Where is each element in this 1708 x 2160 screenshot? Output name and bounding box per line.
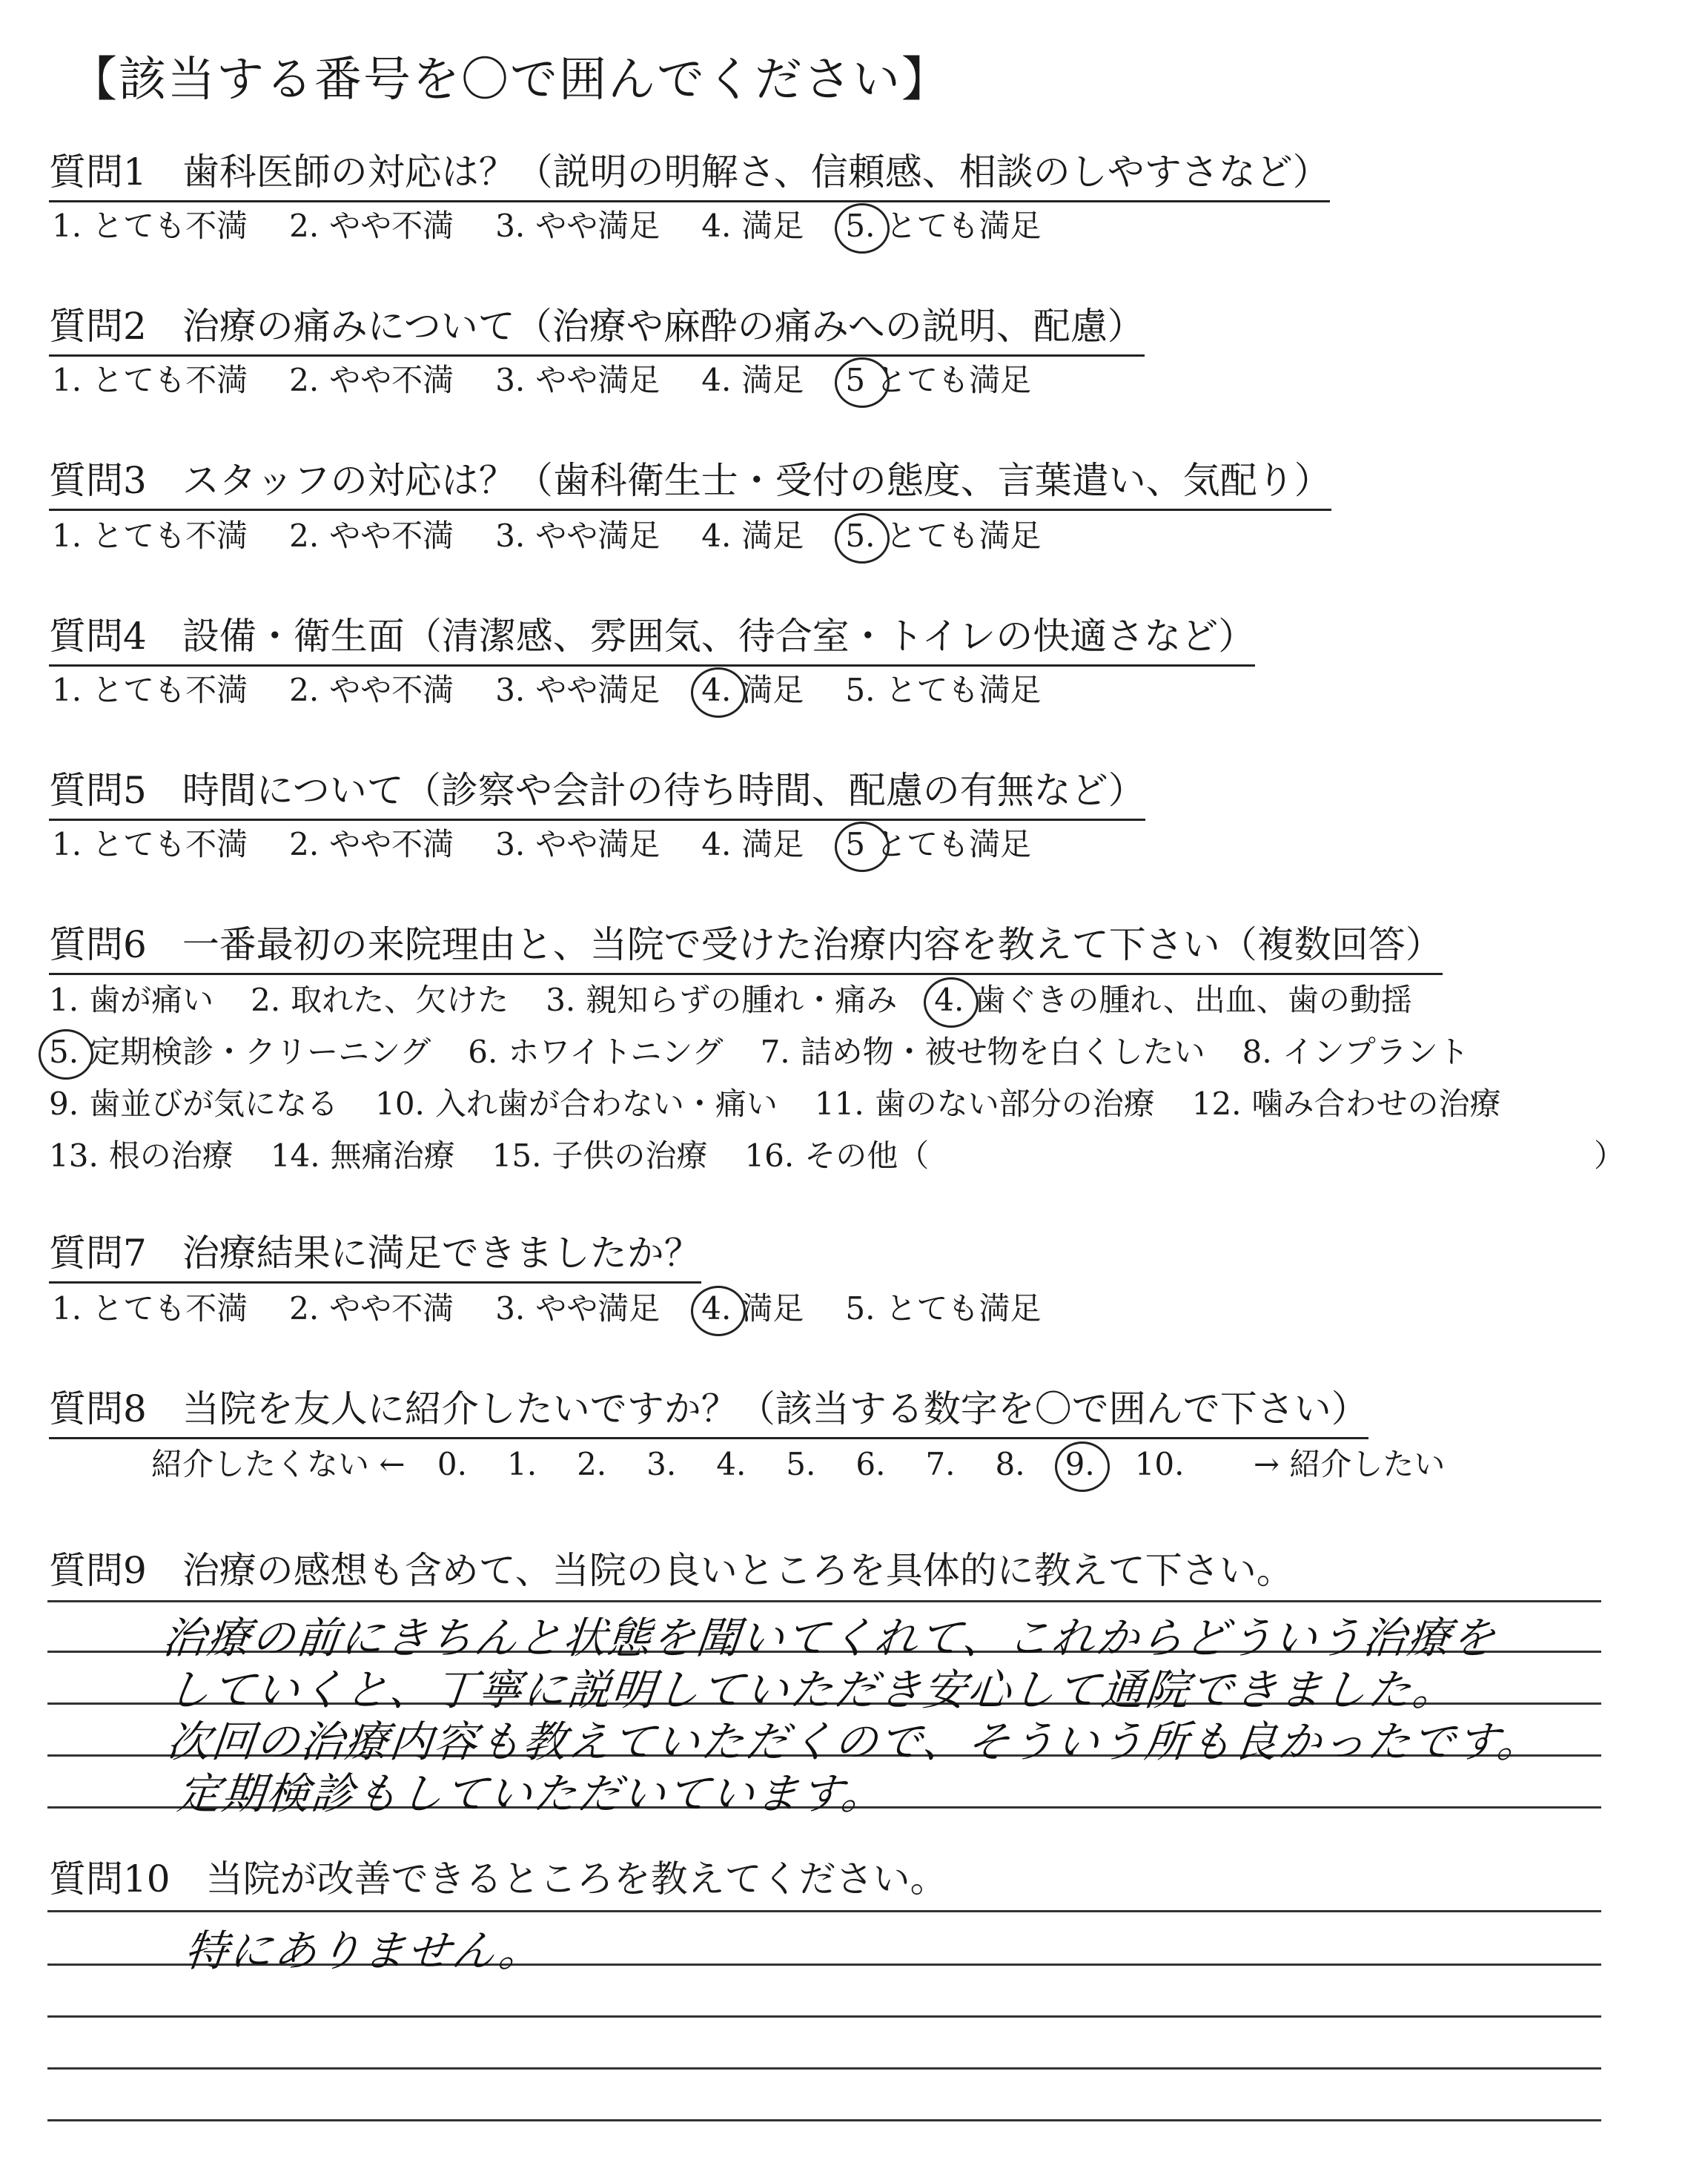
option-number: 4. xyxy=(701,1290,732,1327)
answer-option[interactable] xyxy=(468,1028,723,1072)
question-2-text: 治療の痛みについて（治療や麻酔の痛みへの説明、配慮） xyxy=(182,305,1145,348)
option-label: 無痛治療 xyxy=(330,1137,455,1174)
scale-option[interactable] xyxy=(577,1446,606,1482)
option-number: 3. xyxy=(495,1290,526,1327)
answer-option[interactable] xyxy=(495,356,660,400)
scale-left-label: 紹介したくない ← xyxy=(151,1446,406,1482)
option-number: 5. xyxy=(845,518,875,554)
question-10-number: 質問10 xyxy=(49,1857,171,1900)
option-label: 詰め物・被せ物を白くしたい xyxy=(800,1034,1205,1070)
answer-option[interactable] xyxy=(701,512,804,556)
handwritten-answer-line: 特にありません。 xyxy=(182,1926,546,1976)
answer-option[interactable] xyxy=(744,1132,929,1176)
question-5-number: 質問5 xyxy=(49,769,147,812)
scale-option[interactable] xyxy=(716,1446,746,1482)
option-label: 入れ歯が合わない・痛い xyxy=(434,1086,778,1122)
question-9-title xyxy=(49,1541,1294,1594)
option-number: 5 xyxy=(845,362,866,398)
question-6-text: 一番最初の来院理由と、当院で受けた治療内容を教えて下さい（複数回答） xyxy=(182,923,1443,966)
option-number: 1. xyxy=(52,518,82,554)
option-label: やや満足 xyxy=(535,1290,661,1327)
answer-rule xyxy=(47,2015,1601,2018)
option-number: 1. xyxy=(52,672,82,708)
option-label: 満足 xyxy=(741,362,804,398)
option-number: 8. xyxy=(1242,1034,1272,1070)
answer-option[interactable] xyxy=(289,1284,454,1329)
answer-rule xyxy=(47,1600,1601,1602)
option-number: 4. xyxy=(701,826,732,862)
answer-option[interactable] xyxy=(701,1284,804,1329)
option-label: とても不満 xyxy=(92,208,248,244)
option-label: やや満足 xyxy=(535,826,661,862)
answer-option[interactable] xyxy=(49,1132,234,1176)
option-number: 13. xyxy=(49,1137,99,1174)
question-10-title xyxy=(49,1849,947,1903)
option-number: 1. xyxy=(52,362,82,398)
scale-option[interactable] xyxy=(855,1446,885,1482)
scale-number: 5. xyxy=(786,1446,816,1482)
option-number: 2. xyxy=(289,1290,320,1327)
option-label: ホワイトニング xyxy=(508,1034,724,1070)
answer-option[interactable] xyxy=(49,1028,431,1072)
option-label: 取れた、欠けた xyxy=(291,982,509,1018)
answer-option[interactable] xyxy=(49,1080,338,1124)
option-number: 5. xyxy=(845,672,875,708)
option-label: やや不満 xyxy=(329,826,454,862)
scale-option[interactable] xyxy=(1135,1446,1185,1482)
question-6-other-close: ） xyxy=(1594,1137,1626,1174)
scale-number: 1. xyxy=(506,1446,537,1482)
option-number: 6. xyxy=(468,1034,498,1070)
question-3-options xyxy=(52,512,1082,556)
question-9-number: 質問9 xyxy=(49,1549,147,1592)
option-number: 4. xyxy=(701,672,732,708)
option-number: 2. xyxy=(289,672,320,708)
option-number: 5 xyxy=(845,826,866,862)
option-label: 歯のない部分の治療 xyxy=(874,1086,1155,1122)
answer-option[interactable] xyxy=(701,202,804,246)
option-label: やや不満 xyxy=(329,672,454,708)
answer-option[interactable] xyxy=(271,1132,455,1176)
option-number: 1. xyxy=(52,826,82,862)
question-6-row-2 xyxy=(49,1028,1506,1072)
option-label: とても不満 xyxy=(92,826,248,862)
question-7-options xyxy=(52,1284,1082,1329)
answer-option[interactable] xyxy=(492,1132,708,1176)
option-label: とても満足 xyxy=(885,672,1042,708)
answer-option[interactable] xyxy=(761,1028,1205,1072)
question-2-title xyxy=(49,297,1145,357)
answer-option[interactable] xyxy=(289,512,454,556)
question-4-number: 質問4 xyxy=(49,615,147,658)
scale-right-label: → 紹介したい xyxy=(1253,1446,1446,1482)
question-1-title xyxy=(49,142,1330,202)
scale-number: 7. xyxy=(925,1446,956,1482)
option-label: やや満足 xyxy=(535,208,661,244)
option-label: 歯並びが気になる xyxy=(89,1086,339,1122)
answer-rule xyxy=(47,2119,1601,2121)
scale-number: 9. xyxy=(1065,1446,1095,1482)
answer-option[interactable] xyxy=(845,666,1041,710)
answer-option[interactable] xyxy=(845,820,1031,865)
handwritten-answer-line: していくと、丁寧に説明していただき安心して通院できました。 xyxy=(164,1665,1460,1715)
option-number: 2. xyxy=(289,518,320,554)
option-number: 3. xyxy=(495,362,526,398)
option-label: やや不満 xyxy=(329,208,454,244)
option-label: 満足 xyxy=(741,518,804,554)
handwritten-answer-line: 治療の前にきちんと状態を聞いてくれて、これからどういう治療を xyxy=(159,1613,1499,1663)
option-label: やや満足 xyxy=(535,672,661,708)
question-1-options xyxy=(52,202,1082,246)
handwritten-answer-line: 定期検診もしていただいています。 xyxy=(174,1768,889,1819)
option-number: 2. xyxy=(289,826,320,862)
answer-option[interactable] xyxy=(701,820,804,865)
answer-option[interactable] xyxy=(845,356,1031,400)
scale-option[interactable] xyxy=(996,1446,1025,1482)
option-number: 14. xyxy=(270,1137,320,1174)
option-label: とても不満 xyxy=(92,1290,248,1327)
question-4-options xyxy=(52,666,1082,710)
option-number: 5. xyxy=(49,1034,79,1070)
answer-option[interactable] xyxy=(495,202,660,246)
option-number: 3. xyxy=(546,982,576,1018)
answer-option[interactable] xyxy=(52,820,248,865)
question-2-number: 質問2 xyxy=(49,305,147,348)
question-4-title xyxy=(49,607,1255,667)
option-number: 5. xyxy=(845,1290,875,1327)
option-number: 2. xyxy=(251,982,281,1018)
option-label: 満足 xyxy=(741,1290,804,1327)
question-6-row-1 xyxy=(49,976,1449,1020)
answer-option[interactable] xyxy=(701,356,804,400)
option-number: 16. xyxy=(744,1137,795,1174)
option-label: 歯が痛い xyxy=(89,982,214,1018)
option-label: 親知らずの腫れ・痛み xyxy=(586,982,898,1018)
option-number: 1. xyxy=(52,1290,82,1327)
answer-option[interactable] xyxy=(495,1284,660,1329)
answer-option[interactable] xyxy=(289,202,454,246)
option-label: 満足 xyxy=(741,208,804,244)
answer-option[interactable] xyxy=(52,1284,248,1329)
question-1-number: 質問1 xyxy=(49,151,147,194)
option-number: 4. xyxy=(701,362,732,398)
option-label: とても満足 xyxy=(885,1290,1042,1327)
option-label: 満足 xyxy=(741,672,804,708)
scale-option[interactable] xyxy=(1065,1446,1095,1482)
option-label: やや満足 xyxy=(535,518,661,554)
question-9-text: 治療の感想も含めて、当院の良いところを具体的に教えて下さい。 xyxy=(182,1549,1294,1592)
scale-option[interactable] xyxy=(925,1446,955,1482)
answer-option[interactable] xyxy=(845,512,1041,556)
answer-option[interactable] xyxy=(934,976,1412,1020)
answer-option[interactable] xyxy=(289,820,454,865)
scale-option[interactable] xyxy=(507,1446,537,1482)
answer-option[interactable] xyxy=(845,1284,1041,1329)
question-5-options xyxy=(52,820,1073,865)
option-number: 9. xyxy=(49,1086,79,1122)
answer-option[interactable] xyxy=(1192,1080,1501,1124)
answer-option[interactable] xyxy=(289,666,454,710)
question-8-title xyxy=(49,1379,1368,1439)
question-5-text: 時間について（診察や会計の待ち時間、配慮の有無など） xyxy=(182,769,1145,812)
option-label: やや不満 xyxy=(329,362,454,398)
option-number: 1. xyxy=(49,982,79,1018)
option-label: とても不満 xyxy=(92,518,248,554)
option-number: 3. xyxy=(495,826,526,862)
question-3-title xyxy=(49,451,1331,511)
answer-option[interactable] xyxy=(52,512,248,556)
option-number: 1. xyxy=(52,208,82,244)
option-label: やや不満 xyxy=(329,518,454,554)
scale-option[interactable] xyxy=(786,1446,815,1482)
scale-option[interactable] xyxy=(437,1446,467,1482)
option-number: 2. xyxy=(289,208,320,244)
answer-option[interactable] xyxy=(375,1080,778,1124)
option-number: 4. xyxy=(701,518,732,554)
answer-option[interactable] xyxy=(495,666,660,710)
question-8-number: 質問8 xyxy=(49,1387,147,1430)
question-3-number: 質問3 xyxy=(49,459,147,502)
question-7-number: 質問7 xyxy=(49,1232,147,1275)
answer-option[interactable] xyxy=(52,356,248,400)
option-label: 満足 xyxy=(741,826,804,862)
option-label: インプラント xyxy=(1282,1034,1469,1070)
option-label: とても満足 xyxy=(885,208,1042,244)
question-6-title xyxy=(49,915,1443,975)
answer-rule xyxy=(47,1910,1601,1912)
scale-number: 4. xyxy=(716,1446,747,1482)
option-number: 4. xyxy=(934,982,964,1018)
option-label: とても満足 xyxy=(885,518,1042,554)
option-number: 3. xyxy=(495,518,526,554)
answer-option[interactable] xyxy=(815,1080,1155,1124)
answer-option[interactable] xyxy=(251,976,509,1020)
scale-number: 8. xyxy=(995,1446,1025,1482)
answer-option[interactable] xyxy=(701,666,804,710)
scale-number: 6. xyxy=(855,1446,886,1482)
question-8-text: 当院を友人に紹介したいですか？（該当する数字を〇で囲んで下さい） xyxy=(182,1387,1368,1430)
scale-number: 0. xyxy=(437,1446,467,1482)
answer-rule xyxy=(47,2067,1601,2070)
option-number: 2. xyxy=(289,362,320,398)
answer-option[interactable] xyxy=(52,202,248,246)
scale-number: 10. xyxy=(1134,1446,1185,1482)
option-label: 根の治療 xyxy=(108,1137,234,1174)
handwritten-answer-line: 次回の治療内容も教えていただくので、そういう所も良かったです。 xyxy=(164,1717,1545,1767)
option-label: とても満足 xyxy=(875,826,1032,862)
option-number: 4. xyxy=(701,208,732,244)
question-2-options xyxy=(52,356,1073,400)
option-label: 歯ぐきの腫れ、出血、歯の動揺 xyxy=(974,982,1412,1018)
question-4-text: 設備・衛生面（清潔感、雰囲気、待合室・トイレの快適さなど） xyxy=(182,615,1256,658)
question-7-text: 治療結果に満足できましたか？ xyxy=(182,1232,701,1275)
answer-option[interactable] xyxy=(52,666,248,710)
option-number: 10. xyxy=(375,1086,425,1122)
option-label: その他（ xyxy=(804,1137,930,1174)
option-number: 3. xyxy=(495,208,526,244)
option-number: 15. xyxy=(491,1137,542,1174)
option-number: 12. xyxy=(1191,1086,1242,1122)
option-label: やや不満 xyxy=(329,1290,454,1327)
option-number: 11. xyxy=(814,1086,864,1122)
answer-option[interactable] xyxy=(289,356,454,400)
option-label: とても満足 xyxy=(875,362,1032,398)
question-6-number: 質問6 xyxy=(49,923,147,966)
scale-number: 2. xyxy=(577,1446,607,1482)
option-label: 子供の治療 xyxy=(552,1137,708,1174)
option-number: 3. xyxy=(495,672,526,708)
answer-option[interactable] xyxy=(495,820,660,865)
option-label: 噛み合わせの治療 xyxy=(1251,1086,1501,1122)
answer-option[interactable] xyxy=(49,976,214,1020)
answer-option[interactable] xyxy=(546,976,897,1020)
question-5-title xyxy=(49,761,1145,821)
option-label: とても不満 xyxy=(92,362,248,398)
question-6-row-4 xyxy=(49,1132,966,1176)
scale-number: 3. xyxy=(646,1446,677,1482)
scale-option[interactable] xyxy=(646,1446,676,1482)
option-number: 5. xyxy=(845,208,875,244)
option-label: やや満足 xyxy=(535,362,661,398)
question-8-scale xyxy=(151,1440,1445,1484)
option-label: とても不満 xyxy=(92,672,248,708)
answer-option[interactable] xyxy=(845,202,1041,246)
question-6-row-3 xyxy=(49,1080,1538,1124)
question-7-title xyxy=(49,1223,701,1284)
question-10-text: 当院が改善できるところを教えてください。 xyxy=(205,1857,947,1900)
question-1-text: 歯科医師の対応は？（説明の明解さ、信頼感、相談のしやすさなど） xyxy=(182,151,1330,194)
page-title: 【該当する番号を〇で囲んでください】 xyxy=(70,53,950,108)
question-3-text: スタッフの対応は？（歯科衛生士・受付の態度、言葉遣い、気配り） xyxy=(182,459,1331,502)
option-number: 7. xyxy=(760,1034,790,1070)
answer-option[interactable] xyxy=(495,512,660,556)
answer-option[interactable] xyxy=(1242,1028,1469,1072)
option-label: 定期検診・クリーニング xyxy=(89,1034,431,1070)
